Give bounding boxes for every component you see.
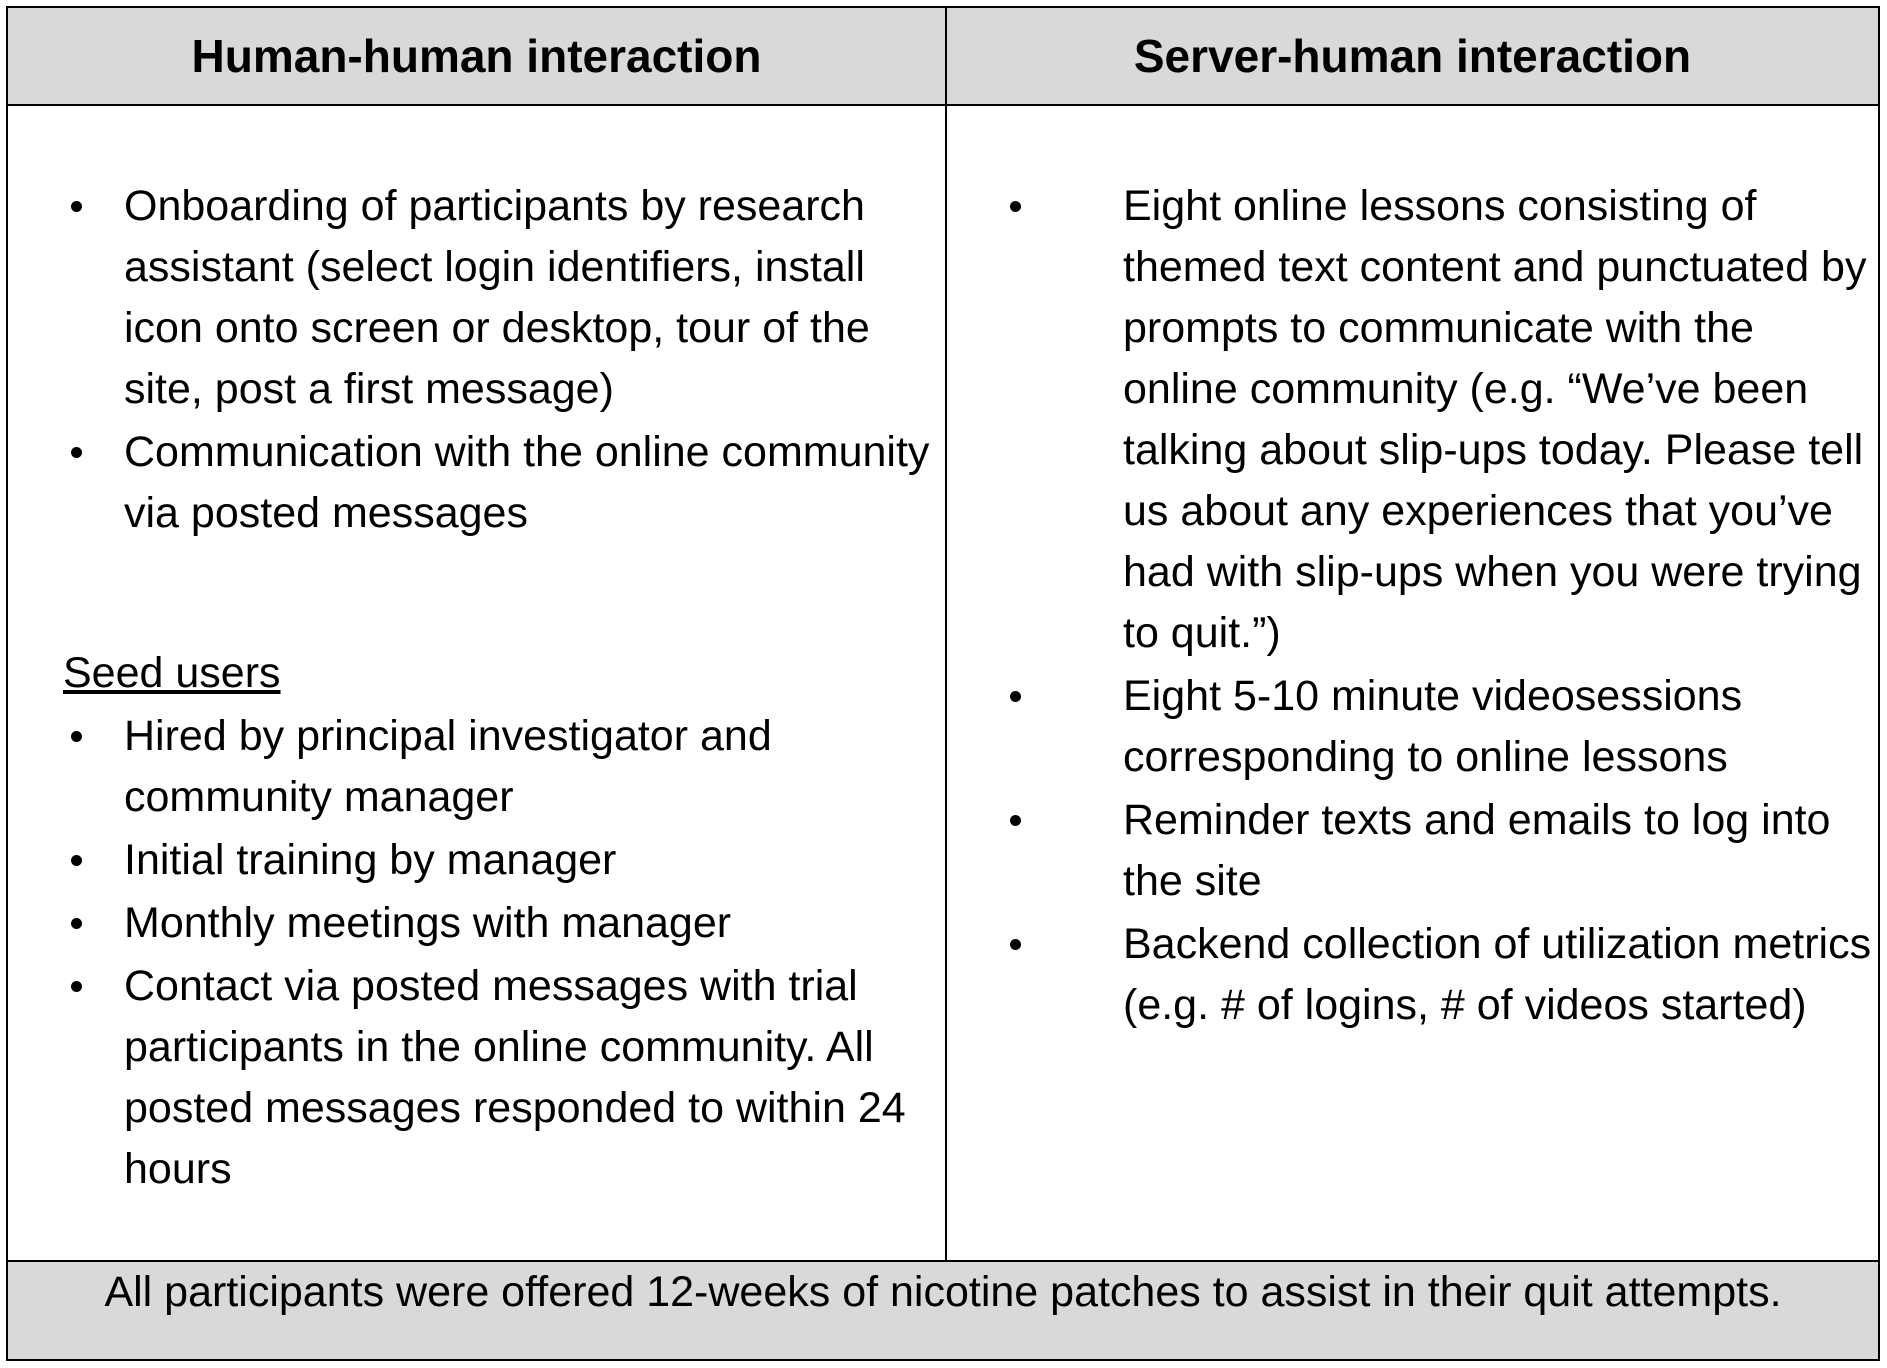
human-human-cell	[8, 106, 945, 1260]
bullet-icon	[71, 201, 82, 212]
bullet-icon	[1010, 691, 1021, 702]
list-item-text: Eight 5-10 minute videosessions corresponding to online lessons	[1123, 672, 1743, 781]
list-item-text: Monthly meetings with manager	[124, 899, 732, 947]
bullet-icon	[71, 731, 82, 742]
header-human-human: Human-human interaction	[191, 30, 762, 82]
server-human-list	[1002, 176, 1872, 1038]
bullet-icon	[1010, 939, 1021, 950]
list-item	[1002, 176, 1872, 664]
list-item	[63, 956, 933, 1200]
list-item	[1002, 914, 1872, 1036]
bullet-icon	[71, 447, 82, 458]
human-human-list	[63, 176, 933, 546]
list-item-text: Backend collection of utilization metrics (e.g. # of logins, # of videos started)	[1123, 920, 1872, 1029]
table-header-row	[8, 8, 1878, 106]
bullet-icon	[71, 855, 82, 866]
header-server-human: Server-human interaction	[1133, 30, 1692, 82]
bullet-icon	[71, 918, 82, 929]
list-item	[1002, 790, 1872, 912]
list-item	[63, 176, 933, 420]
list-item-text: Hired by principal investigator and community manager	[124, 712, 772, 821]
bullet-icon	[1010, 201, 1021, 212]
bullet-icon	[1010, 815, 1021, 826]
seed-users-heading: Seed users	[63, 649, 281, 697]
table-footer-row	[8, 1260, 1878, 1359]
footer-note: All participants were offered 12-weeks of nicotine patches to assist in their quit attempts.	[104, 1268, 1782, 1316]
list-item-text: Eight online lessons consisting of themed text content and punctuated by prompts to communicate with the online community (e.g. “We’ve been talking about slip-ups today. Please tell us about any experiences that you’ve had with slip-ups when you were trying to quit.”)	[1123, 182, 1867, 657]
list-item-text: Contact via posted messages with trial participants in the online community. All posted messages responded to within 24 hours	[124, 962, 906, 1193]
list-item	[63, 706, 933, 828]
bullet-icon	[71, 981, 82, 992]
list-item	[63, 422, 933, 544]
list-item-text: Initial training by manager	[124, 836, 617, 884]
list-item-text: Communication with the online community via posted messages	[124, 428, 930, 537]
intervention-table	[6, 6, 1880, 1361]
list-item-text: Reminder texts and emails to log into the site	[1123, 796, 1831, 905]
server-human-cell	[947, 106, 1878, 1260]
list-item-text: Onboarding of participants by research assistant (select login identifiers, install icon onto screen or desktop, tour of the site, post a first message)	[124, 182, 870, 413]
list-item	[63, 893, 933, 954]
seed-users-list	[63, 706, 933, 1202]
list-item	[63, 830, 933, 891]
list-item	[1002, 666, 1872, 788]
